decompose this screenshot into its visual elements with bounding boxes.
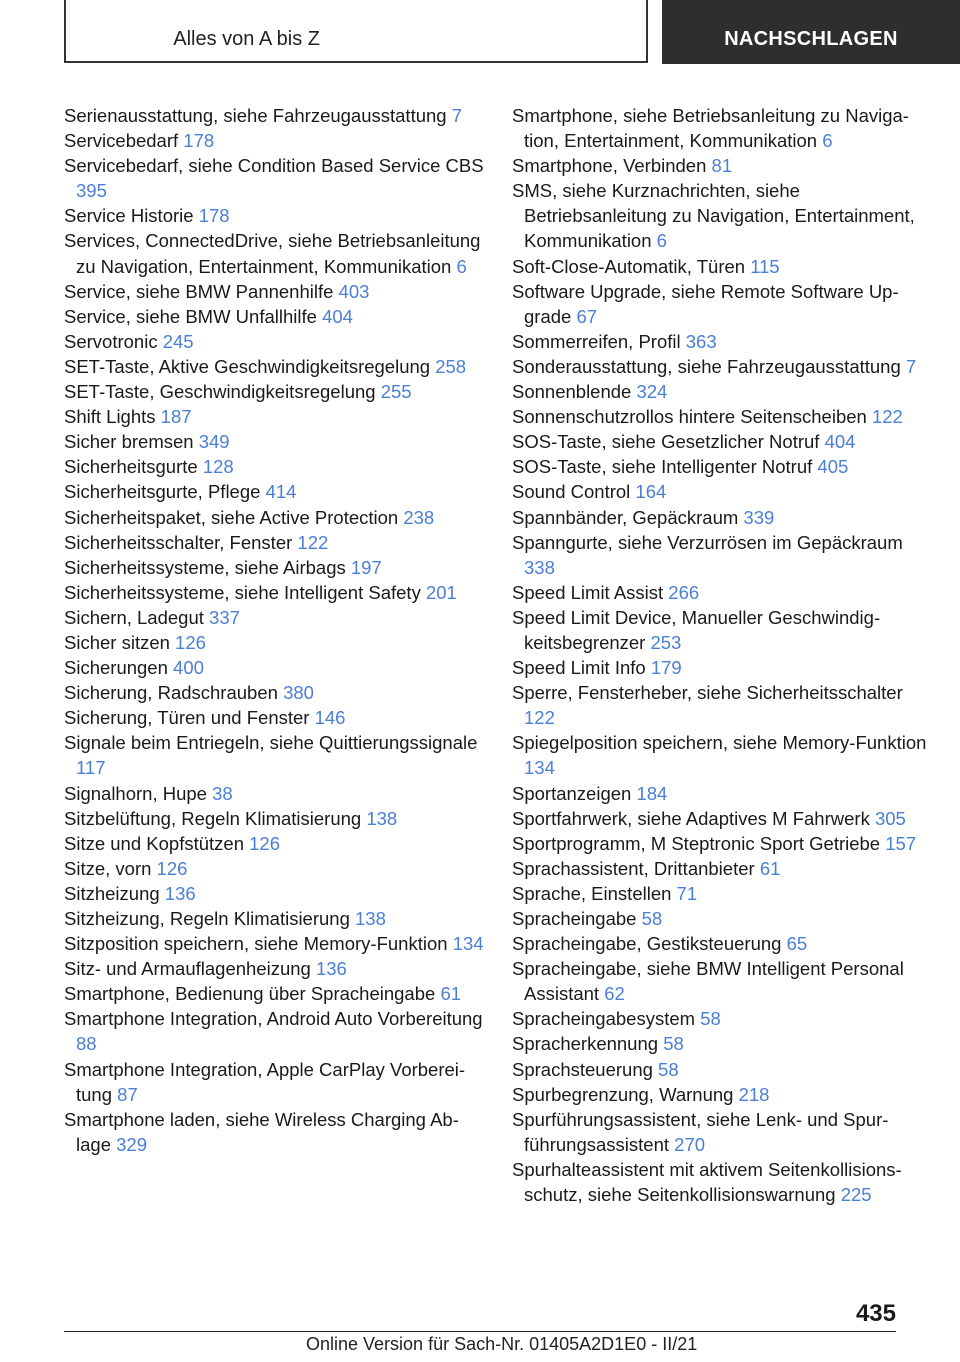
index-page-link[interactable]: 58: [658, 1058, 679, 1080]
index-entry-term: Sicherheitsgurte: [64, 456, 198, 478]
index-page-link[interactable]: 266: [668, 581, 700, 603]
index-entry: [64, 153, 484, 203]
index-page-link[interactable]: 122: [524, 707, 555, 729]
index-entry-term: Speed Limit Device, Manueller Geschwindigkeitsbegrenzer: [512, 606, 881, 653]
index-entry: [512, 454, 932, 479]
index-entry-term: Sommerreifen, Profil: [512, 330, 681, 352]
index-page-link[interactable]: 337: [209, 606, 240, 628]
index-page-link[interactable]: 65: [786, 933, 808, 955]
index-page-link[interactable]: 324: [636, 381, 668, 403]
index-entry-term: Serienausstattung, siehe Fahrzeugausstattung: [64, 105, 447, 126]
index-entry-term: Sprachassistent, Drittanbieter: [512, 857, 755, 879]
footer-online-version: Online Version für Sach-Nr. 01405A2D1E0 - II/21: [306, 1334, 698, 1354]
index-entry-term: Smartphone, Verbinden: [512, 155, 707, 177]
footer-divider: [64, 1331, 896, 1332]
index-entry: [64, 329, 484, 354]
index-entry-term: Sicherheitsgurte, Pflege: [64, 481, 261, 503]
index-entry: [512, 881, 932, 906]
index-entry: [64, 781, 484, 806]
index-page-link[interactable]: 138: [366, 807, 398, 829]
index-entry-term: Soft-Close-Automatik, Türen: [512, 255, 746, 277]
index-entry: [512, 806, 932, 831]
index-entry-term: Spracheingabesystem: [512, 1008, 696, 1030]
index-page-link[interactable]: 6: [822, 130, 833, 152]
index-page-link[interactable]: 117: [76, 757, 106, 779]
index-entry: [512, 178, 932, 253]
index-entry: [64, 580, 484, 605]
header-frame: [64, 0, 648, 63]
index-page-link[interactable]: 58: [663, 1033, 684, 1055]
index-entry-term: Sicherung, Radschrauben: [64, 682, 278, 704]
index-entry-term: Sicherheitsschalter, Fenster: [64, 531, 293, 553]
index-page-link[interactable]: 58: [641, 908, 663, 929]
index-entry-term: Sitze und Kopfstützen: [64, 832, 244, 854]
index-entry: [512, 730, 932, 780]
index-page-link[interactable]: 126: [249, 832, 280, 854]
index-entry: [64, 881, 484, 906]
index-entry-term: Shift Lights: [64, 406, 156, 428]
index-page-link[interactable]: 164: [635, 481, 667, 503]
index-page-link[interactable]: 414: [265, 481, 297, 503]
index-entry: [512, 856, 932, 881]
index-entry: [512, 580, 932, 605]
index-entry-term: Services, ConnectedDrive, siehe Betriebsanleitung zu Navigation, Entertainment, Kommunikation: [64, 230, 481, 277]
index-entry-term: Sound Control: [512, 481, 631, 503]
index-entry: [64, 429, 484, 454]
index-entry: [512, 1157, 932, 1207]
index-page-link[interactable]: 339: [743, 506, 775, 528]
index-page-link[interactable]: 38: [212, 782, 233, 804]
section-title: Alles von A bis Z: [173, 28, 320, 50]
index-entry: [64, 981, 484, 1006]
index-entry: [512, 605, 932, 655]
index-entry-term: Spiegelposition speichern, siehe Memory-Funktion: [512, 732, 927, 754]
index-entry: [512, 1057, 932, 1082]
index-entry: [64, 730, 484, 780]
index-entry: [64, 379, 484, 404]
index-page-link[interactable]: 87: [117, 1083, 138, 1105]
index-entry-term: Sitze, vorn: [64, 857, 152, 879]
index-entry: [512, 404, 932, 429]
index-entry-term: Sicher sitzen: [64, 631, 170, 653]
index-entry-term: SET-Taste, Geschwindigkeitsregelung: [64, 381, 376, 403]
index-page-link[interactable]: 122: [297, 531, 329, 553]
index-page-link[interactable]: 380: [283, 682, 314, 704]
index-entry-term: Spracheingabe: [512, 908, 637, 929]
index-entry-term: Sicherungen: [64, 657, 168, 679]
index-entry-term: Spurführungsassistent, siehe Lenk- und Spurführungsassistent: [512, 1108, 889, 1155]
index-page-link[interactable]: 136: [315, 958, 347, 980]
index-entry-term: Sicherung, Türen und Fenster: [64, 707, 310, 729]
index-page-link[interactable]: 238: [403, 506, 435, 528]
index-entry: [512, 906, 932, 931]
index-page-link[interactable]: 253: [650, 631, 682, 653]
index-entry: [64, 128, 484, 153]
index-page-link[interactable]: 115: [750, 255, 780, 277]
index-entry: [64, 831, 484, 856]
index-entry: [512, 429, 932, 454]
index-page-link[interactable]: 7: [451, 105, 463, 126]
index-page-link[interactable]: 225: [840, 1184, 872, 1206]
index-entry: [64, 228, 484, 278]
index-page-link[interactable]: 270: [674, 1133, 706, 1155]
index-entry-term: Sportprogramm, M Steptronic Sport Getriebe: [512, 832, 881, 854]
index-page-link[interactable]: 6: [456, 255, 467, 277]
index-entry-term: Spurbegrenzung, Warnung: [512, 1083, 734, 1105]
index-page-link[interactable]: 81: [711, 155, 733, 177]
index-page-link[interactable]: 349: [198, 431, 230, 453]
index-entry: [64, 655, 484, 680]
index-page-link[interactable]: 61: [759, 857, 781, 879]
index-page-link[interactable]: 405: [817, 456, 849, 478]
index-entry-term: Sitzheizung, Regeln Klimatisierung: [64, 908, 350, 929]
index-entry: [512, 680, 932, 730]
index-entry: [64, 806, 484, 831]
index-entry: [64, 605, 484, 630]
index-entry-term: Servotronic: [64, 330, 158, 352]
index-entry-term: Smartphone Integration, Apple CarPlay Vorbereitung: [64, 1058, 466, 1105]
index-page-link[interactable]: 71: [676, 882, 698, 904]
index-page-link[interactable]: 329: [116, 1133, 147, 1155]
index-entry-term: Smartphone Integration, Android Auto Vorbereitung: [64, 1008, 483, 1030]
index-column-right: [512, 103, 932, 1207]
index-entry-term: Sitz- und Armauflagenheizung: [64, 958, 311, 980]
index-entry: [512, 479, 932, 504]
index-entry-term: Sitzposition speichern, siehe Memory-Funktion: [64, 933, 448, 955]
index-entry: [512, 1082, 932, 1107]
index-entry: [64, 530, 484, 555]
index-entry: [64, 103, 484, 128]
index-entry: [512, 530, 932, 580]
index-entry-term: Software Upgrade, siehe Remote Software Upgrade: [512, 280, 899, 327]
index-page-link[interactable]: 157: [885, 832, 917, 854]
index-entry-term: Speed Limit Info: [512, 657, 646, 679]
index-entry: [64, 203, 484, 228]
index-entry-term: SMS, siehe Kurznachrichten, siehe Betriebsanleitung zu Navigation, Entertainment, Kommunikation: [512, 180, 915, 252]
index-entry: [64, 630, 484, 655]
index-entry: [512, 279, 932, 329]
index-entry: [512, 655, 932, 680]
index-entry: [64, 404, 484, 429]
index-entry: [512, 1031, 932, 1056]
index-page-link[interactable]: 197: [350, 556, 382, 578]
index-entry-term: Sichern, Ladegut: [64, 606, 204, 628]
index-entry: [64, 956, 484, 981]
index-page-link[interactable]: 58: [700, 1008, 721, 1030]
index-entry-term: Sprachsteuerung: [512, 1058, 653, 1080]
index-entry-term: Sperre, Fensterheber, siehe Sicherheitsschalter: [512, 682, 903, 704]
index-entry: [512, 831, 932, 856]
index-page-link[interactable]: 7: [905, 355, 917, 377]
index-page-link[interactable]: 6: [656, 230, 667, 252]
index-page-link[interactable]: 88: [76, 1033, 97, 1055]
index-page-link[interactable]: 128: [202, 456, 234, 478]
index-entry-term: Service Historie: [64, 205, 194, 227]
index-entry: [512, 931, 932, 956]
index-page-link[interactable]: 400: [173, 657, 204, 679]
index-entry: [64, 304, 484, 329]
index-entry-term: SET-Taste, Aktive Geschwindigkeitsregelung: [64, 355, 431, 377]
index-entry: [512, 354, 932, 379]
index-page-link[interactable]: 258: [435, 355, 467, 377]
index-page-link[interactable]: 122: [871, 406, 903, 428]
index-entry: [64, 354, 484, 379]
index-entry-term: Sonderausstattung, siehe Fahrzeugausstattung: [512, 355, 901, 377]
index-entry-term: Sicherheitssysteme, siehe Airbags: [64, 556, 346, 578]
index-entry-term: Service, siehe BMW Pannenhilfe: [64, 280, 334, 302]
index-entry-term: Spracheingabe, siehe BMW Intelligent Personal Assistant: [512, 958, 904, 1005]
index-page-link[interactable]: 187: [160, 406, 192, 428]
index-entry-term: Sportfahrwerk, siehe Adaptives M Fahrwerk: [512, 807, 870, 829]
index-entry-term: Service, siehe BMW Unfallhilfe: [64, 305, 317, 327]
index-page-link[interactable]: 178: [198, 205, 230, 227]
index-entry-term: Smartphone, siehe Betriebsanleitung zu Navigation, Entertainment, Kommunikation: [512, 105, 909, 152]
index-column-left: [64, 103, 484, 1157]
index-entry: [512, 1107, 932, 1157]
index-page-link[interactable]: 61: [440, 983, 462, 1005]
index-entry-term: Signalhorn, Hupe: [64, 782, 207, 804]
index-entry-term: Sitzbelüftung, Regeln Klimatisierung: [64, 807, 362, 829]
index-entry-term: Spannbänder, Gepäckraum: [512, 506, 739, 528]
index-page-link[interactable]: 305: [874, 807, 906, 829]
index-entry: [512, 153, 932, 178]
index-entry-term: SOS-Taste, siehe Gesetzlicher Notruf: [512, 431, 820, 453]
index-entry-term: Speed Limit Assist: [512, 581, 664, 603]
index-page-link[interactable]: 136: [164, 882, 196, 904]
index-page-link[interactable]: 218: [738, 1083, 770, 1105]
index-entry: [64, 555, 484, 580]
index-entry-term: Sonnenblende: [512, 381, 632, 403]
index-page-link[interactable]: 184: [636, 782, 668, 804]
index-entry: [64, 705, 484, 730]
index-entry: [64, 1057, 484, 1107]
index-entry-term: Spurhalteassistent mit aktivem Seitenkollisionsschutz, siehe Seitenkollisionswarnung: [512, 1158, 902, 1206]
index-page-link[interactable]: 126: [156, 857, 188, 879]
index-page-link[interactable]: 146: [314, 707, 346, 729]
index-page-link[interactable]: 338: [524, 556, 555, 578]
index-entry: [512, 781, 932, 806]
index-page-link[interactable]: 363: [685, 330, 717, 352]
index-entry-term: Signale beim Entriegeln, siehe Quittierungssignale: [64, 732, 478, 754]
index-entry-term: Servicebedarf, siehe Condition Based Service CBS: [64, 155, 484, 177]
index-entry: [64, 479, 484, 504]
index-page-link[interactable]: 404: [322, 305, 353, 327]
index-page-link[interactable]: 62: [604, 983, 625, 1005]
index-entry-term: Sonnenschutzrollos hintere Seitenscheiben: [512, 406, 867, 428]
index-page-link[interactable]: 201: [425, 581, 457, 603]
index-entry: [512, 956, 932, 1006]
index-entry-term: Sicherheitssysteme, siehe Intelligent Safety: [64, 581, 421, 603]
index-page-link[interactable]: 134: [452, 933, 484, 955]
index-entry-term: Smartphone laden, siehe Wireless Charging Ablage: [64, 1108, 459, 1155]
index-page-link[interactable]: 404: [824, 431, 856, 453]
index-page-link[interactable]: 67: [576, 305, 598, 327]
index-entry-term: Sportanzeigen: [512, 782, 632, 804]
index-entry: [64, 1006, 484, 1056]
index-entry-term: Sprache, Einstellen: [512, 882, 672, 904]
index-page-link[interactable]: 255: [380, 381, 412, 403]
index-entry: [64, 856, 484, 881]
index-entry: [64, 906, 484, 931]
index-entry-term: SOS-Taste, siehe Intelligenter Notruf: [512, 456, 813, 478]
index-page-link[interactable]: 126: [175, 631, 206, 653]
index-entry: [512, 254, 932, 279]
chapter-tab-label: NACHSCHLAGEN: [724, 28, 898, 50]
page-number: 435: [855, 1300, 896, 1327]
index-entry: [64, 931, 484, 956]
index-entry: [64, 1107, 484, 1157]
index-entry: [512, 505, 932, 530]
index-entry-term: Sicherheitspaket, siehe Active Protection: [64, 506, 399, 528]
index-page-link[interactable]: 138: [355, 908, 386, 929]
index-entry-term: Spracherkennung: [512, 1033, 659, 1055]
index-entry: [512, 1006, 932, 1031]
index-page-link[interactable]: 245: [162, 330, 194, 352]
chapter-tab[interactable]: [662, 0, 960, 64]
index-entry: [64, 454, 484, 479]
index-page-link[interactable]: 395: [76, 180, 107, 202]
index-entry-term: Spracheingabe, Gestiksteuerung: [512, 933, 782, 955]
index-page-link[interactable]: 178: [183, 130, 215, 152]
index-entry: [64, 279, 484, 304]
index-entry-term: Spanngurte, siehe Verzurrösen im Gepäckraum: [512, 531, 903, 553]
index-page-link[interactable]: 179: [650, 657, 682, 679]
index-entry-term: Sitzheizung: [64, 882, 160, 904]
index-page-link[interactable]: 134: [524, 757, 555, 779]
index-entry: [512, 379, 932, 404]
index-page-link[interactable]: 403: [338, 280, 370, 302]
index-entry-term: Sicher bremsen: [64, 431, 194, 453]
index-entry: [64, 680, 484, 705]
index-entry-term: Smartphone, Bedienung über Spracheingabe: [64, 983, 436, 1005]
index-entry: [64, 505, 484, 530]
index-entry: [512, 329, 932, 354]
index-entry: [512, 103, 932, 153]
index-entry-term: Servicebedarf: [64, 130, 179, 152]
